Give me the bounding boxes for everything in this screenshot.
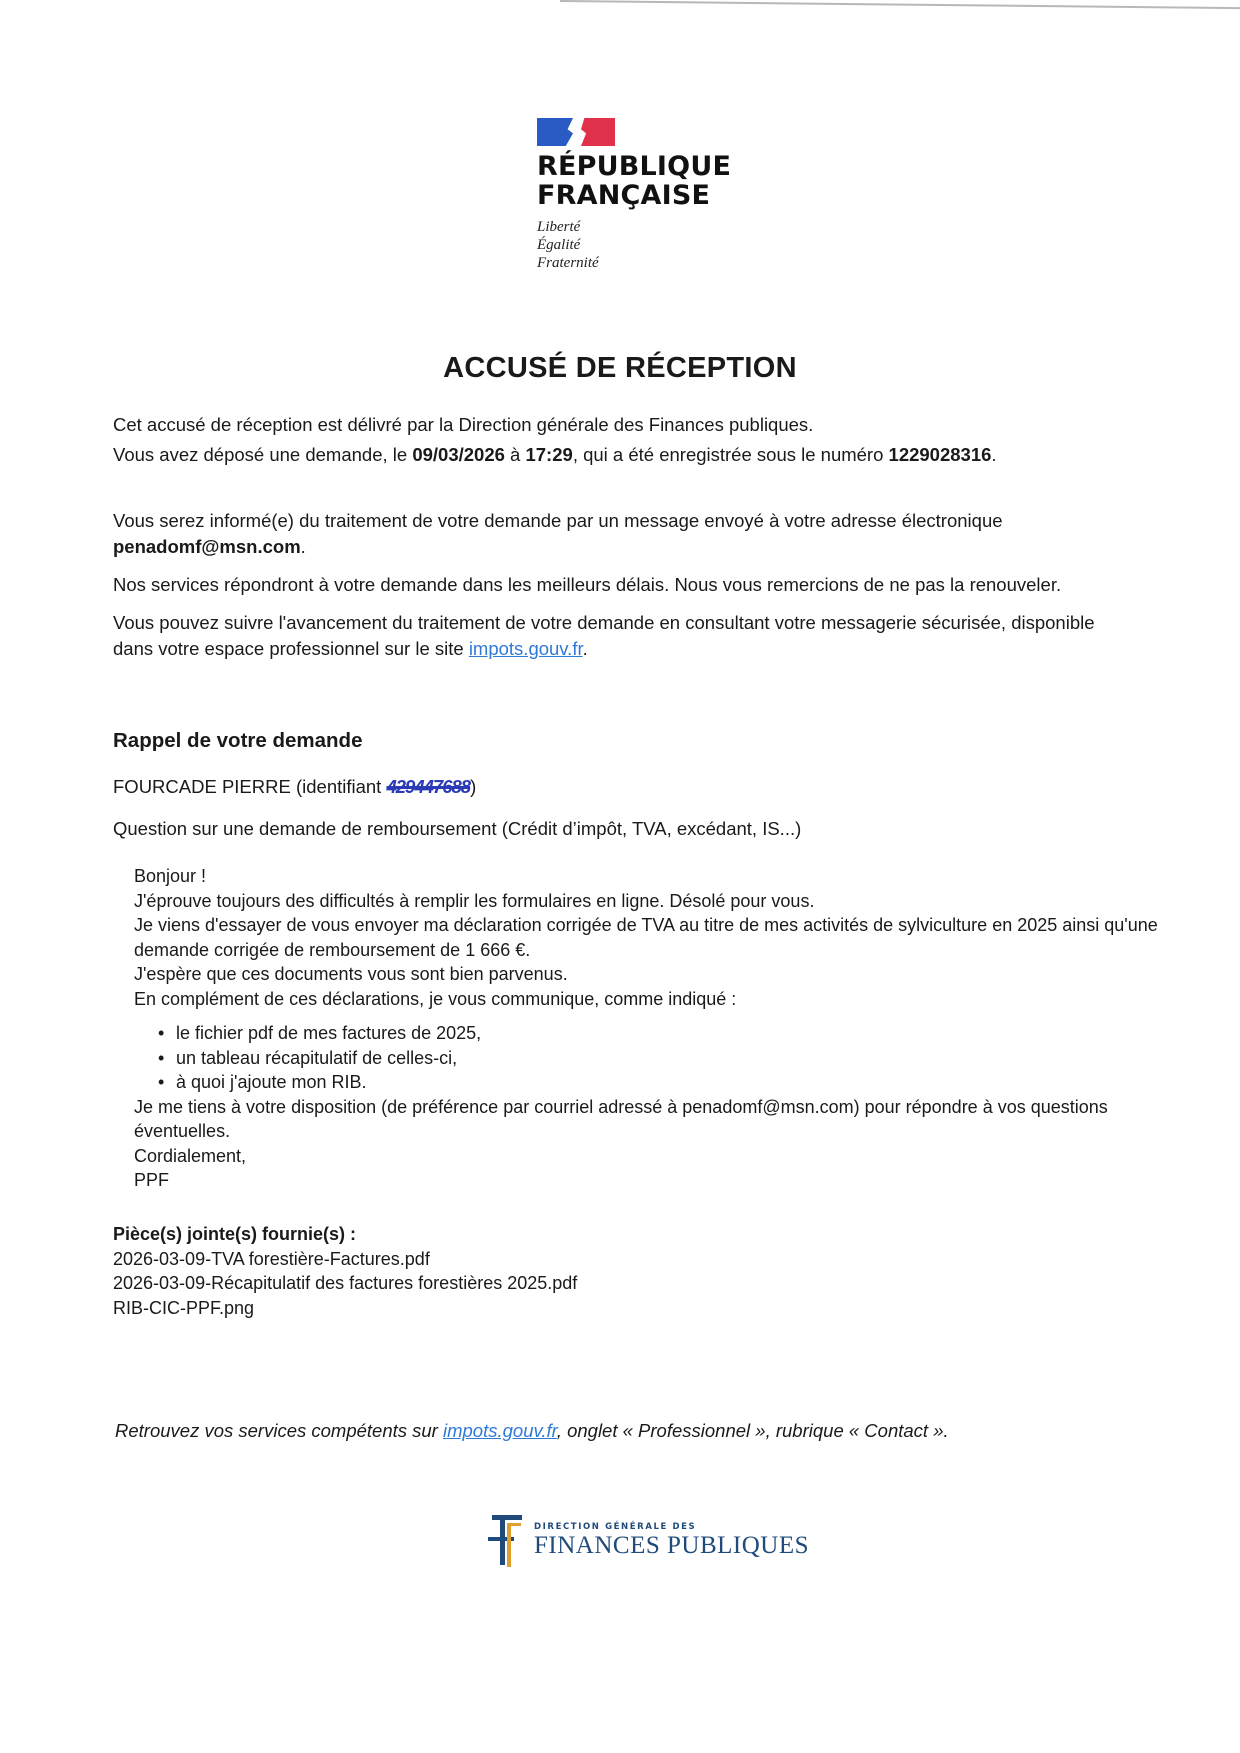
dgfip-big-text: FINANCES PUBLIQUES bbox=[534, 1532, 810, 1559]
info-paragraph-2: Nos services répondront à votre demande dans les meilleurs délais. Nous vous remercions de ne pas la renouveler. bbox=[113, 574, 1062, 595]
dgfip-small-text: DIRECTION GÉNÉRALE DES bbox=[534, 1522, 697, 1532]
bullet-item: • un tableau récapitulatif de celles-ci, bbox=[176, 1046, 1164, 1071]
registration-number: 1229028316 bbox=[888, 444, 992, 465]
message-line: PPF bbox=[134, 1170, 170, 1190]
attachment-file: 2026-03-09-Récapitulatif des factures forestières 2025.pdf bbox=[113, 1273, 578, 1293]
recap-heading: Rappel de votre demande bbox=[113, 729, 363, 752]
message-line: Cordialement, bbox=[134, 1145, 247, 1166]
intro-line-1: Cet accusé de réception est délivré par la Direction générale des Finances publiques. bbox=[113, 414, 814, 435]
motto-fraternite: Fraternité bbox=[537, 255, 599, 271]
message-line: En complément de ces déclarations, je vous communique, comme indiqué : bbox=[134, 988, 737, 1009]
recap-section bbox=[113, 728, 1133, 842]
impots-link[interactable]: impots.gouv.fr bbox=[468, 638, 583, 659]
message-line: Bonjour ! bbox=[134, 866, 207, 886]
motto-egalite: Égalité bbox=[537, 237, 581, 253]
attachments-section bbox=[113, 1222, 577, 1320]
submission-date: 09/03/2026 bbox=[412, 444, 505, 465]
dgfip-logo bbox=[488, 1515, 809, 1567]
email-address: penadomf@msn.com bbox=[113, 536, 301, 557]
redacted-identifier: 429447688 bbox=[386, 776, 471, 797]
attachment-file: RIB-CIC-PPF.png bbox=[113, 1297, 255, 1318]
identity-line: FOURCADE PIERRE (identifiant 429447688) bbox=[113, 776, 477, 797]
bullet-item: • à quoi j'ajoute mon RIB. bbox=[176, 1070, 1164, 1095]
attachment-bullet-list bbox=[134, 1021, 1164, 1095]
intro-section bbox=[113, 412, 1133, 468]
motto bbox=[537, 218, 737, 272]
message-line: J'espère que ces documents vous sont bien parvenus. bbox=[134, 964, 568, 984]
submission-time: 17:29 bbox=[525, 444, 573, 465]
scan-edge-line bbox=[560, 0, 1240, 9]
republique-francaise-name bbox=[537, 152, 737, 210]
info-section bbox=[113, 508, 1133, 662]
attachment-file: 2026-03-09-TVA forestière-Factures.pdf bbox=[113, 1248, 430, 1269]
bullet-item: • le fichier pdf de mes factures de 2025, bbox=[176, 1021, 1164, 1046]
message-body bbox=[134, 864, 1164, 1193]
motto-liberte: Liberté bbox=[537, 219, 581, 235]
info-paragraph-3: Vous pouvez suivre l'avancement du traitement de votre demande en consultant votre messagerie sécurisée, disponible dans votre espace professionnel sur le site impots.gouv.fr. bbox=[113, 612, 1095, 659]
request-subject: Question sur une demande de remboursement (Crédit d’impôt, TVA, excédant, IS...) bbox=[113, 818, 802, 839]
republique-line: RÉPUBLIQUE bbox=[537, 151, 732, 182]
dgfip-f-icon bbox=[488, 1515, 522, 1567]
message-line: Je me tiens à votre disposition (de préférence par courriel adressé à penadomf@msn.com) pour répondre à vos questions éventuelles. bbox=[134, 1096, 1108, 1141]
republique-francaise-logo bbox=[537, 118, 737, 272]
marianne-flag-icon bbox=[537, 118, 615, 146]
francaise-line: FRANÇAISE bbox=[537, 180, 711, 211]
intro-line-2: Vous avez déposé une demande, le 09/03/2026 à 17:29, qui a été enregistrée sous le numéro 1229028316. bbox=[113, 444, 997, 465]
footer-note: Retrouvez vos services compétents sur impots.gouv.fr, onglet « Professionnel », rubrique « Contact ». bbox=[115, 1420, 949, 1441]
message-line: J'éprouve toujours des difficultés à remplir les formulaires en ligne. Désolé pour vous. bbox=[134, 890, 815, 911]
info-paragraph-1: Vous serez informé(e) du traitement de votre demande par un message envoyé à votre adresse électronique penadomf@msn.com. bbox=[113, 510, 1003, 557]
footer-impots-link[interactable]: impots.gouv.fr bbox=[443, 1420, 557, 1441]
attachments-heading: Pièce(s) jointe(s) fournie(s) : bbox=[113, 1224, 357, 1244]
document-title: ACCUSÉ DE RÉCEPTION bbox=[443, 352, 797, 384]
message-line: Je viens d'essayer de vous envoyer ma déclaration corrigée de TVA au titre de mes activités de sylviculture en 2025 ainsi qu'une demande corrigée de remboursement de 1 666 €. bbox=[134, 915, 1158, 960]
